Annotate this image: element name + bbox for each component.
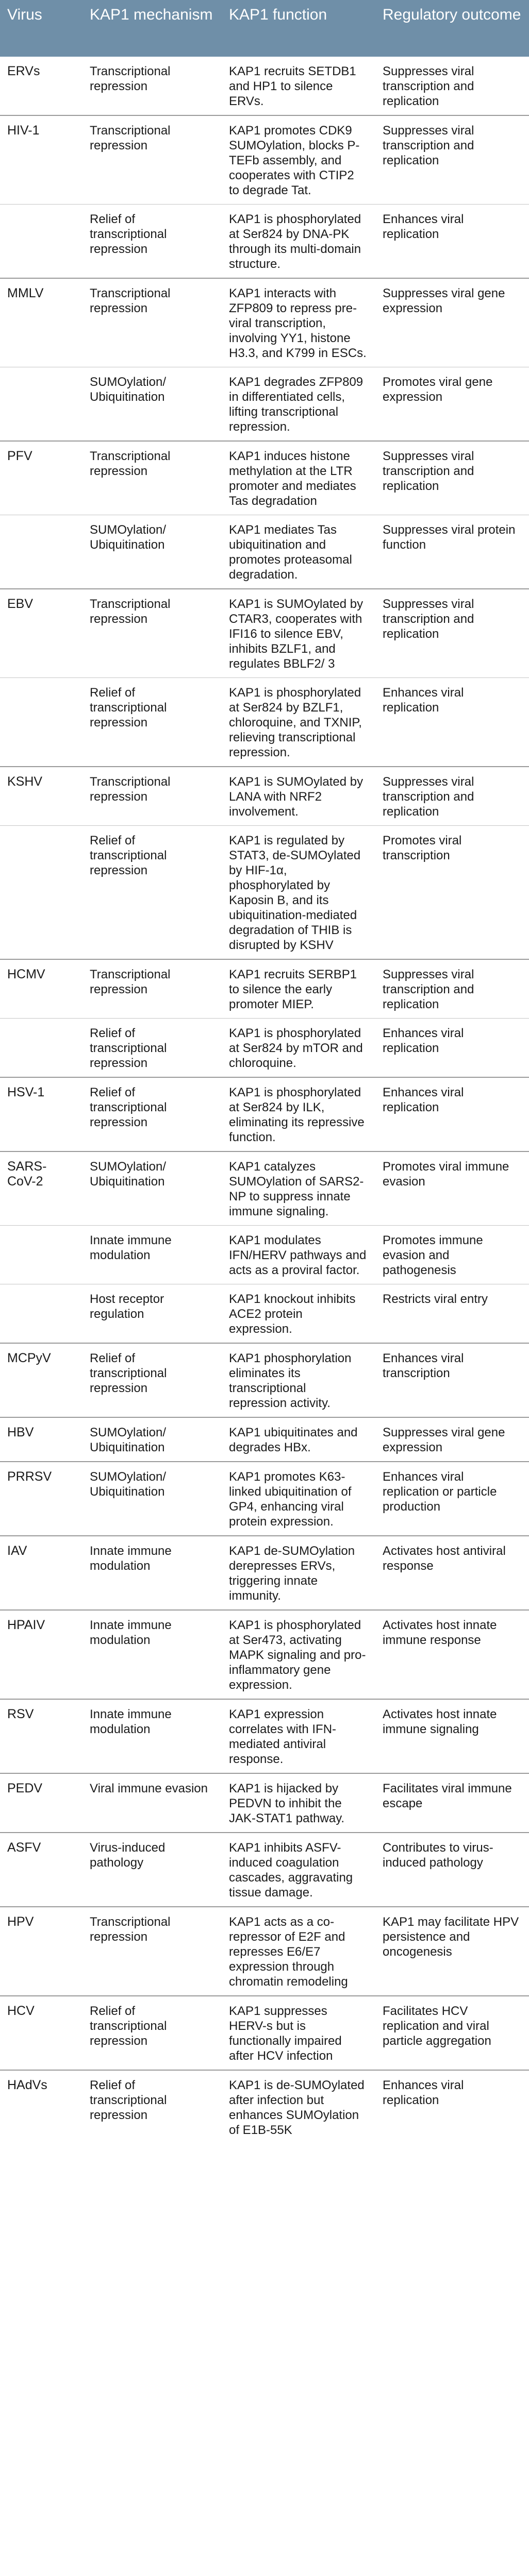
cell-regulatory-outcome: Enhances viral replication xyxy=(375,678,529,767)
cell-virus: MCPyV xyxy=(0,1343,82,1417)
table-row xyxy=(0,1343,529,1417)
cell-virus: PRRSV xyxy=(0,1462,82,1536)
cell-kap1-function: KAP1 promotes K63-linked ubiquitination of GP4, enhancing viral protein expression. xyxy=(222,1462,375,1536)
cell-kap1-mechanism: Transcriptional repression xyxy=(82,115,222,205)
cell-kap1-function: KAP1 degrades ZFP809 in differentiated cells, lifting transcriptional repression. xyxy=(222,367,375,442)
cell-kap1-mechanism: SUMOylation/ Ubiquitination xyxy=(82,1462,222,1536)
cell-kap1-mechanism: Innate immune modulation xyxy=(82,1536,222,1610)
cell-regulatory-outcome: Suppresses viral transcription and replication xyxy=(375,959,529,1019)
cell-kap1-function: KAP1 is phosphorylated at Ser824 by ILK, eliminating its repressive function. xyxy=(222,1077,375,1151)
table-row xyxy=(0,2070,529,2144)
cell-kap1-mechanism: Transcriptional repression xyxy=(82,767,222,826)
cell-kap1-mechanism: Transcriptional repression xyxy=(82,1907,222,1996)
cell-kap1-mechanism: Relief of transcriptional repression xyxy=(82,205,222,279)
cell-kap1-mechanism: Transcriptional repression xyxy=(82,278,222,367)
cell-regulatory-outcome: Suppresses viral transcription and replication xyxy=(375,441,529,515)
cell-virus: IAV xyxy=(0,1536,82,1610)
cell-kap1-function: KAP1 is phosphorylated at Ser473, activating MAPK signaling and pro-inflammatory gene expression. xyxy=(222,1610,375,1699)
cell-kap1-mechanism: Virus-induced pathology xyxy=(82,1833,222,1907)
table-body xyxy=(0,57,529,2144)
cell-kap1-function: KAP1 inhibits ASFV-induced coagulation cascades, aggravating tissue damage. xyxy=(222,1833,375,1907)
cell-kap1-function: KAP1 de-SUMOylation derepresses ERVs, triggering innate immunity. xyxy=(222,1536,375,1610)
cell-kap1-function: KAP1 is phosphorylated at Ser824 by DNA-PK through its multi-domain structure. xyxy=(222,205,375,279)
table-row xyxy=(0,1019,529,1078)
cell-kap1-mechanism: Transcriptional repression xyxy=(82,441,222,515)
cell-regulatory-outcome: Suppresses viral gene expression xyxy=(375,278,529,367)
cell-regulatory-outcome: Suppresses viral transcription and replication xyxy=(375,589,529,678)
cell-virus: RSV xyxy=(0,1699,82,1773)
cell-regulatory-outcome: Activates host innate immune response xyxy=(375,1610,529,1699)
table-row xyxy=(0,1417,529,1462)
table-row xyxy=(0,515,529,589)
cell-kap1-mechanism: SUMOylation/ Ubiquitination xyxy=(82,1151,222,1226)
cell-virus: PEDV xyxy=(0,1773,82,1833)
cell-kap1-function: KAP1 acts as a co-repressor of E2F and represses E6/E7 expression through chromatin remodeling xyxy=(222,1907,375,1996)
table-row xyxy=(0,115,529,205)
table-row xyxy=(0,1077,529,1151)
cell-kap1-function: KAP1 expression correlates with IFN-mediated antiviral response. xyxy=(222,1699,375,1773)
cell-virus: KSHV xyxy=(0,767,82,826)
cell-virus: MMLV xyxy=(0,278,82,367)
cell-kap1-mechanism: Innate immune modulation xyxy=(82,1610,222,1699)
cell-virus: HCV xyxy=(0,1996,82,2070)
cell-kap1-mechanism: Relief of transcriptional repression xyxy=(82,1019,222,1078)
cell-kap1-mechanism: Relief of transcriptional repression xyxy=(82,1996,222,2070)
cell-virus: ASFV xyxy=(0,1833,82,1907)
cell-virus: HSV-1 xyxy=(0,1077,82,1151)
cell-kap1-function: KAP1 ubiquitinates and degrades HBx. xyxy=(222,1417,375,1462)
cell-kap1-mechanism: Relief of transcriptional repression xyxy=(82,1343,222,1417)
cell-regulatory-outcome: Enhances viral replication xyxy=(375,205,529,279)
cell-regulatory-outcome: Facilitates HCV replication and viral particle aggregation xyxy=(375,1996,529,2070)
cell-regulatory-outcome: Promotes viral gene expression xyxy=(375,367,529,442)
cell-regulatory-outcome: Restricts viral entry xyxy=(375,1284,529,1344)
cell-kap1-function: KAP1 modulates IFN/HERV pathways and acts as a proviral factor. xyxy=(222,1226,375,1284)
table-row xyxy=(0,367,529,442)
cell-regulatory-outcome: KAP1 may facilitate HPV persistence and oncogenesis xyxy=(375,1907,529,1996)
cell-virus xyxy=(0,515,82,589)
header-row xyxy=(0,0,529,57)
table-row xyxy=(0,1462,529,1536)
cell-regulatory-outcome: Suppresses viral transcription and replication xyxy=(375,767,529,826)
cell-kap1-mechanism: Relief of transcriptional repression xyxy=(82,678,222,767)
cell-kap1-function: KAP1 recruits SETDB1 and HP1 to silence ERVs. xyxy=(229,64,356,108)
cell-kap1-function: KAP1 recruits SERBP1 to silence the early promoter MIEP. xyxy=(222,959,375,1019)
cell-kap1-function: KAP1 interacts with ZFP809 to repress pre-viral transcription, involving YY1, histone H3.3, and K799 in ESCs. xyxy=(222,278,375,367)
table-row xyxy=(0,1284,529,1344)
cell-virus xyxy=(0,678,82,767)
cell-kap1-function: KAP1 is SUMOylated by LANA with NRF2 involvement. xyxy=(222,767,375,826)
cell-regulatory-outcome: Enhances viral transcription xyxy=(375,1343,529,1417)
header-kap1-function: KAP1 function xyxy=(222,0,375,57)
cell-virus: EBV xyxy=(0,589,82,678)
table-header xyxy=(0,0,529,57)
cell-kap1-function: KAP1 phosphorylation eliminates its transcriptional repression activity. xyxy=(222,1343,375,1417)
cell-kap1-mechanism: Innate immune modulation xyxy=(82,1699,222,1773)
cell-regulatory-outcome: Enhances viral replication xyxy=(375,2070,529,2144)
table-row xyxy=(0,1773,529,1833)
cell-virus: ERVs xyxy=(7,64,40,78)
cell-kap1-function: KAP1 mediates Tas ubiquitination and promotes proteasomal degradation. xyxy=(222,515,375,589)
cell-regulatory-outcome: Enhances viral replication xyxy=(375,1019,529,1078)
table-row xyxy=(0,57,529,115)
table-row xyxy=(0,1226,529,1284)
cell-virus xyxy=(0,1284,82,1344)
table-row xyxy=(0,767,529,826)
cell-regulatory-outcome: Suppresses viral gene expression xyxy=(375,1417,529,1462)
table-row xyxy=(0,589,529,678)
table-row xyxy=(0,205,529,279)
table-row xyxy=(0,826,529,960)
cell-kap1-function: KAP1 knockout inhibits ACE2 protein expression. xyxy=(222,1284,375,1344)
cell-kap1-mechanism: Innate immune modulation xyxy=(82,1226,222,1284)
cell-kap1-function: KAP1 catalyzes SUMOylation of SARS2-NP to suppress innate immune signaling. xyxy=(222,1151,375,1226)
cell-kap1-mechanism: Relief of transcriptional repression xyxy=(82,1077,222,1151)
cell-regulatory-outcome: Suppresses viral protein function xyxy=(375,515,529,589)
cell-regulatory-outcome: Facilitates viral immune escape xyxy=(375,1773,529,1833)
cell-kap1-mechanism: Relief of transcriptional repression xyxy=(82,2070,222,2144)
cell-kap1-function: KAP1 is phosphorylated at Ser824 by BZLF1, chloroquine, and TXNIP, relieving transcriptional repression. xyxy=(222,678,375,767)
cell-kap1-function: KAP1 is de-SUMOylated after infection but enhances SUMOylation of E1B-55K xyxy=(222,2070,375,2144)
table-row xyxy=(0,1907,529,1996)
cell-kap1-function: KAP1 is SUMOylated by CTAR3, cooperates with IFI16 to silence EBV, inhibits BZLF1, and regulates BBLF2/ 3 xyxy=(222,589,375,678)
cell-virus: HIV-1 xyxy=(0,115,82,205)
cell-regulatory-outcome: Activates host innate immune signaling xyxy=(375,1699,529,1773)
cell-kap1-mechanism: Transcriptional repression xyxy=(82,959,222,1019)
cell-virus: HAdVs xyxy=(0,2070,82,2144)
cell-kap1-mechanism: Viral immune evasion xyxy=(82,1773,222,1833)
cell-kap1-function: KAP1 promotes CDK9 SUMOylation, blocks P-TEFb assembly, and cooperates with CTIP2 to degrade Tat. xyxy=(222,115,375,205)
table-row xyxy=(0,278,529,367)
header-virus: Virus xyxy=(0,0,82,57)
cell-regulatory-outcome: Suppresses viral transcription and replication xyxy=(375,115,529,205)
table-row xyxy=(0,1610,529,1699)
header-kap1-mechanism: KAP1 mechanism xyxy=(82,0,222,57)
cell-regulatory-outcome: Suppresses viral transcription and replication xyxy=(383,64,474,108)
cell-virus xyxy=(0,1019,82,1078)
cell-kap1-mechanism: SUMOylation/ Ubiquitination xyxy=(82,515,222,589)
cell-virus: HCMV xyxy=(0,959,82,1019)
cell-regulatory-outcome: Promotes viral immune evasion xyxy=(375,1151,529,1226)
table-row xyxy=(0,1151,529,1226)
cell-kap1-mechanism: SUMOylation/ Ubiquitination xyxy=(82,367,222,442)
cell-kap1-mechanism: Host receptor regulation xyxy=(82,1284,222,1344)
table-row xyxy=(0,441,529,515)
cell-virus: HPV xyxy=(0,1907,82,1996)
cell-regulatory-outcome: Promotes viral transcription xyxy=(375,826,529,960)
cell-regulatory-outcome: Enhances viral replication or particle production xyxy=(375,1462,529,1536)
cell-regulatory-outcome: Activates host antiviral response xyxy=(375,1536,529,1610)
cell-kap1-function: KAP1 is phosphorylated at Ser824 by mTOR and chloroquine. xyxy=(222,1019,375,1078)
table-row xyxy=(0,959,529,1019)
cell-virus xyxy=(0,205,82,279)
cell-kap1-function: KAP1 induces histone methylation at the LTR promoter and mediates Tas degradation xyxy=(222,441,375,515)
cell-virus: SARS-CoV-2 xyxy=(0,1151,82,1226)
cell-kap1-function: KAP1 suppresses HERV-s but is functionally impaired after HCV infection xyxy=(222,1996,375,2070)
cell-kap1-mechanism: Relief of transcriptional repression xyxy=(82,826,222,960)
cell-virus: PFV xyxy=(0,441,82,515)
cell-kap1-mechanism: Transcriptional repression xyxy=(82,589,222,678)
cell-virus: HPAIV xyxy=(0,1610,82,1699)
cell-kap1-function: KAP1 is regulated by STAT3, de-SUMOylated by HIF-1α, phosphorylated by Kaposin B, and its ubiquitination-mediated degradation of THIB is disrupted by KSHV xyxy=(222,826,375,960)
table-row xyxy=(0,678,529,767)
cell-virus: HBV xyxy=(0,1417,82,1462)
cell-regulatory-outcome: Enhances viral replication xyxy=(375,1077,529,1151)
cell-regulatory-outcome: Promotes immune evasion and pathogenesis xyxy=(375,1226,529,1284)
cell-virus xyxy=(0,826,82,960)
cell-virus xyxy=(0,367,82,442)
table-row xyxy=(0,1536,529,1610)
table-row xyxy=(0,1833,529,1907)
cell-kap1-function: KAP1 is hijacked by PEDVN to inhibit the JAK-STAT1 pathway. xyxy=(222,1773,375,1833)
cell-regulatory-outcome: Contributes to virus-induced pathology xyxy=(375,1833,529,1907)
cell-kap1-mechanism: SUMOylation/ Ubiquitination xyxy=(82,1417,222,1462)
cell-kap1-mechanism: Transcriptional repression xyxy=(90,64,171,93)
table-row xyxy=(0,1699,529,1773)
header-regulatory-outcome: Regulatory outcome xyxy=(375,0,529,57)
cell-virus xyxy=(0,1226,82,1284)
table-row xyxy=(0,1996,529,2070)
